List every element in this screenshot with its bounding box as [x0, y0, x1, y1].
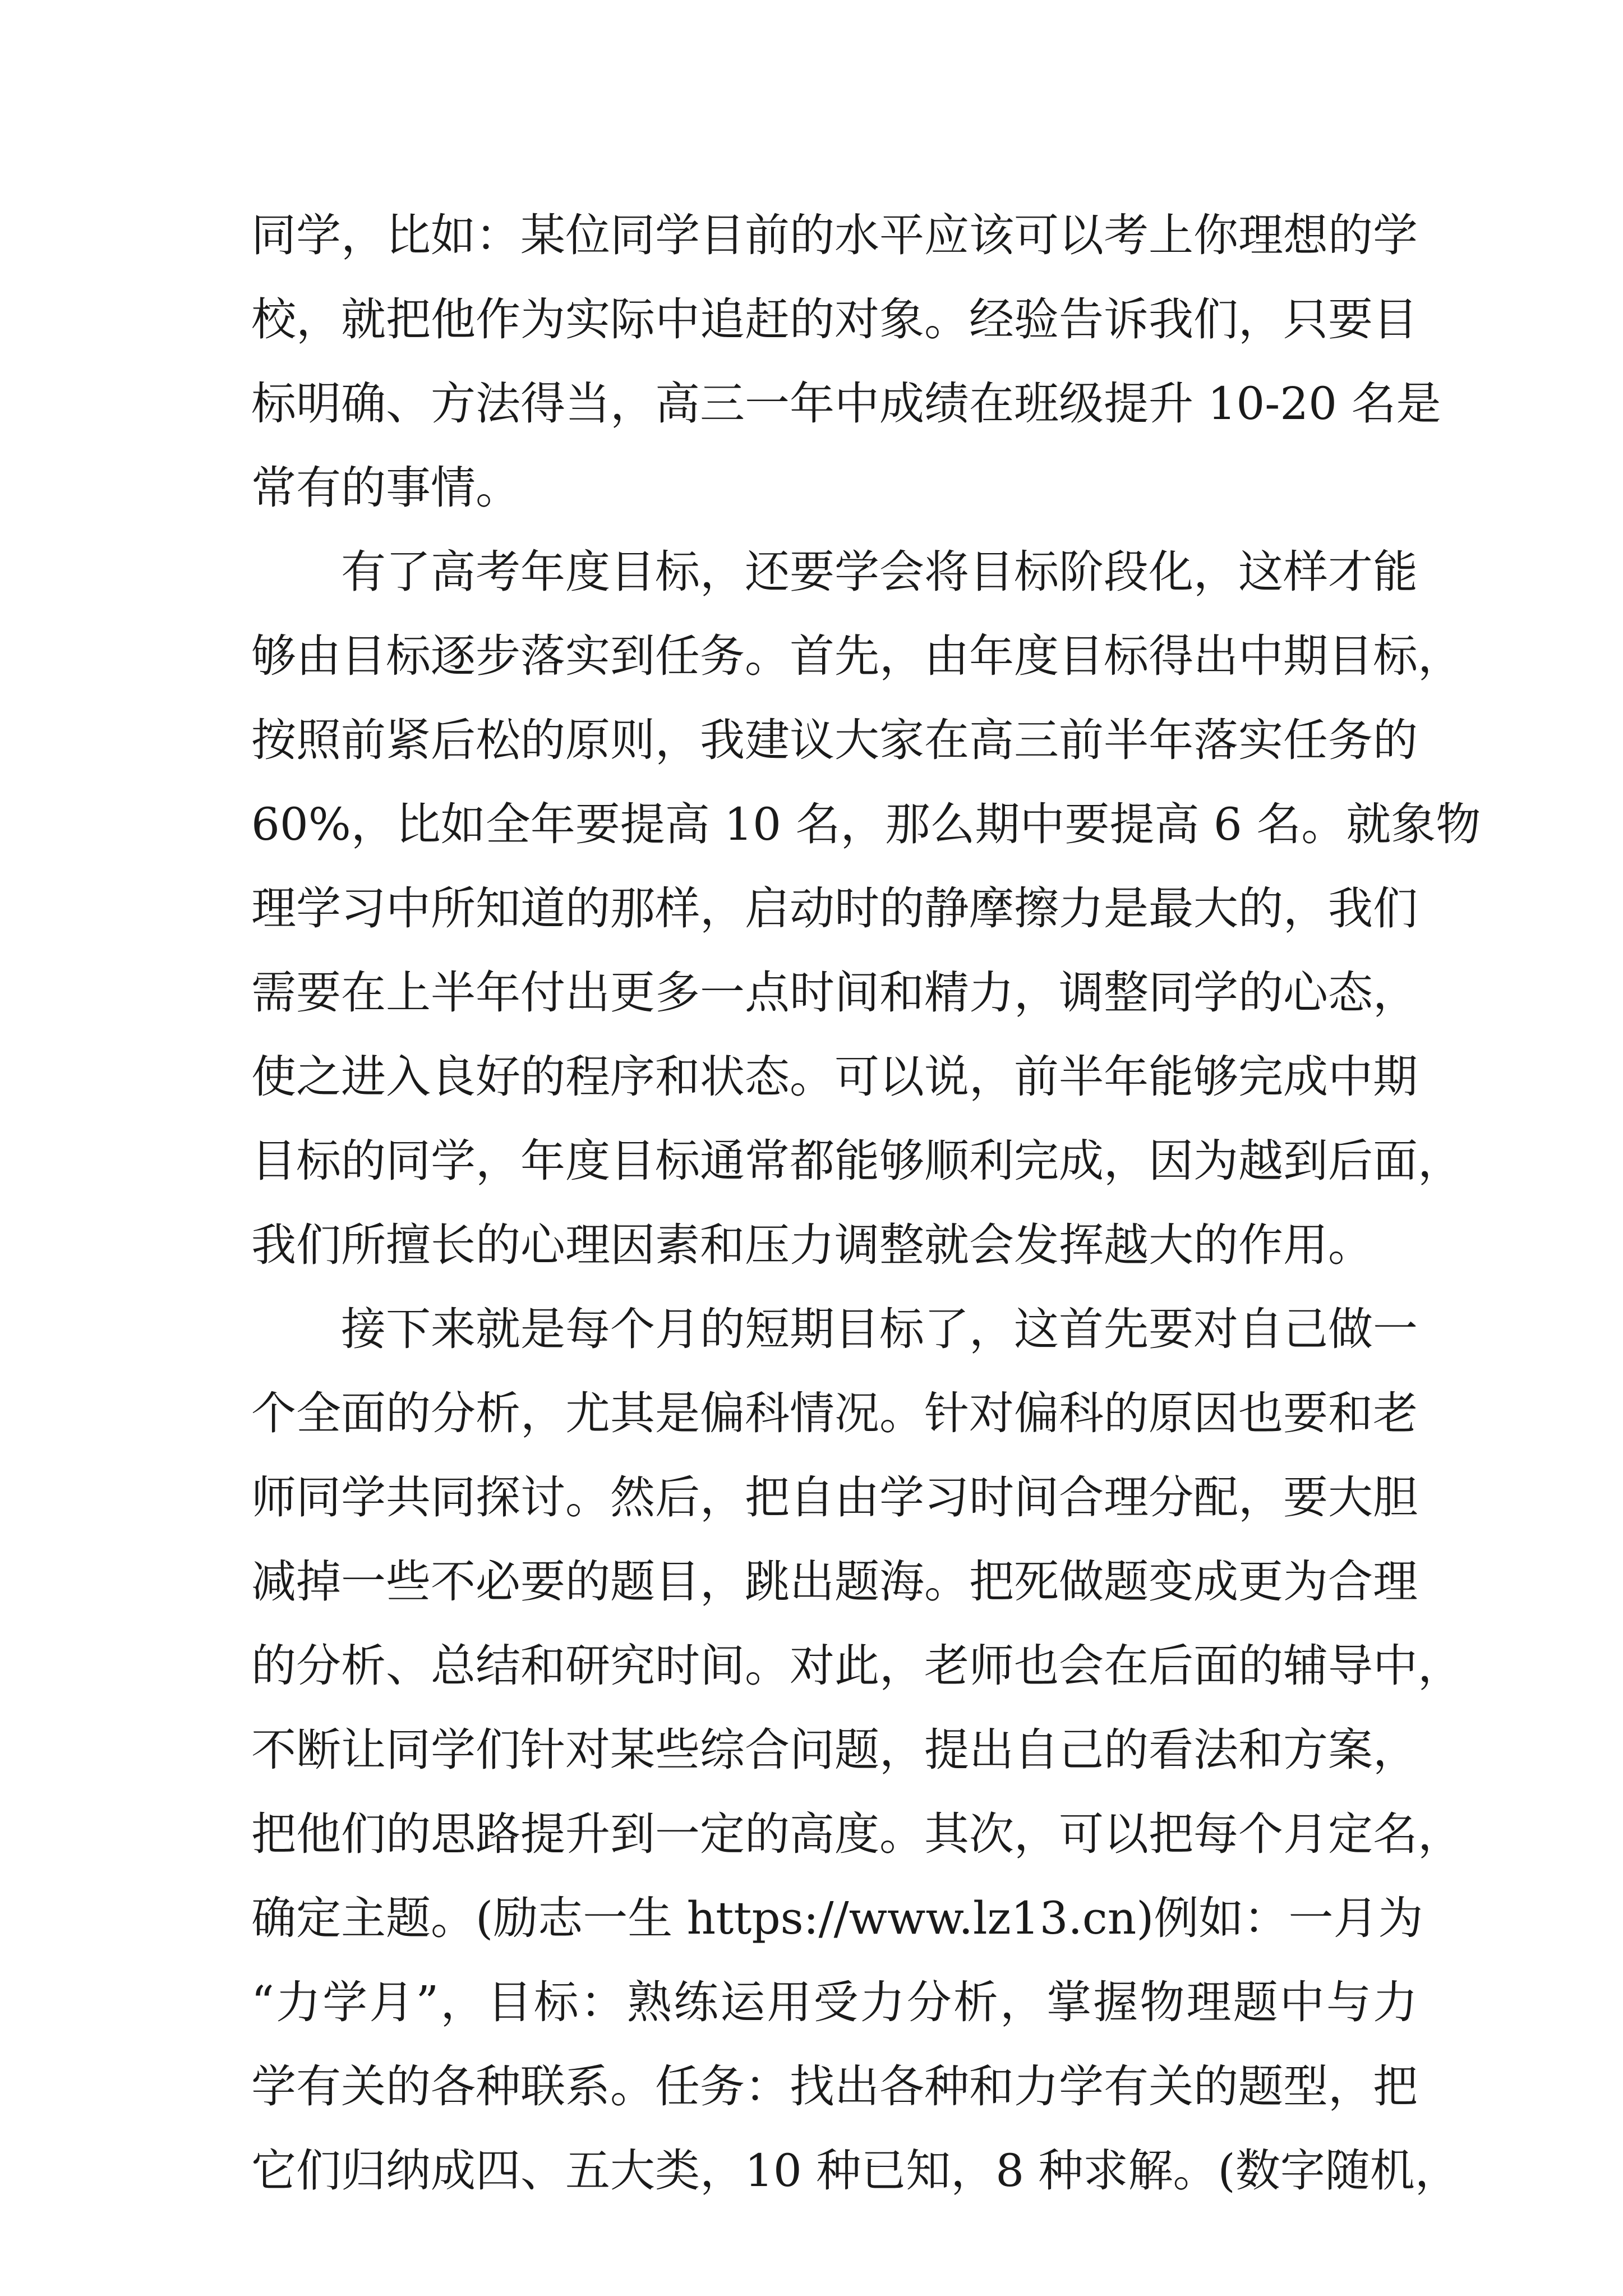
paragraph-line: 我们所擅长的心理因素和压力调整就会发挥越大的作用。	[251, 1219, 1373, 1271]
paragraph-line: 使之进入良好的程序和状态。可以说，前半年能够完成中期	[251, 1051, 1418, 1103]
paragraph-line: 学有关的各种联系。任务：找出各种和力学有关的题型，把	[251, 2060, 1418, 2113]
paragraph-line: 按照前紧后松的原则，我建议大家在高三前半年落实任务的	[251, 714, 1418, 766]
paragraph-line: 需要在上半年付出更多一点时间和精力，调整同学的心态，	[251, 967, 1418, 1019]
paragraph-line: 标明确、方法得当，高三一年中成绩在班级提升 10-20 名是	[251, 378, 1441, 430]
paragraph-line: 常有的事情。	[251, 462, 520, 514]
paragraph-line: 理学习中所知道的那样，启动时的静摩擦力是最大的，我们	[251, 882, 1418, 935]
paragraph-line: 接下来就是每个月的短期目标了，这首先要对自己做一	[341, 1303, 1418, 1355]
paragraph-line: 把他们的思路提升到一定的高度。其次，可以把每个月定名，	[251, 1808, 1463, 1860]
paragraph-line: 的分析、总结和研究时间。对此，老师也会在后面的辅导中，	[251, 1640, 1463, 1692]
paragraph-line: “力学月”，目标：熟练运用受力分析，掌握物理题中与力	[251, 1976, 1418, 2028]
paragraph-line: 有了高考年度目标，还要学会将目标阶段化，这样才能	[341, 546, 1418, 598]
paragraph-line: 确定主题。(励志一生 https://www.lz13.cn)例如：一月为	[251, 1892, 1423, 1944]
paragraph-line: 够由目标逐步落实到任务。首先，由年度目标得出中期目标，	[251, 630, 1463, 682]
paragraph-line: 同学，比如：某位同学目前的水平应该可以考上你理想的学	[251, 209, 1418, 261]
paragraph-line: 减掉一些不必要的题目，跳出题海。把死做题变成更为合理	[251, 1556, 1418, 1608]
paragraph-line: 个全面的分析，尤其是偏科情况。针对偏科的原因也要和老	[251, 1387, 1418, 1439]
paragraph-line: 它们归纳成四、五大类，10 种已知，8 种求解。(数字随机，	[251, 2145, 1460, 2197]
paragraph-line: 校，就把他作为实际中追赶的对象。经验告诉我们，只要目	[251, 293, 1418, 346]
paragraph-line: 60%，比如全年要提高 10 名，那么期中要提高 6 名。就象物	[251, 798, 1481, 850]
paragraph-line: 不断让同学们针对某些综合问题，提出自己的看法和方案，	[251, 1724, 1418, 1776]
paragraph-line: 师同学共同探讨。然后，把自由学习时间合理分配，要大胆	[251, 1471, 1418, 1524]
paragraph-line: 目标的同学，年度目标通常都能够顺利完成，因为越到后面，	[251, 1135, 1463, 1187]
